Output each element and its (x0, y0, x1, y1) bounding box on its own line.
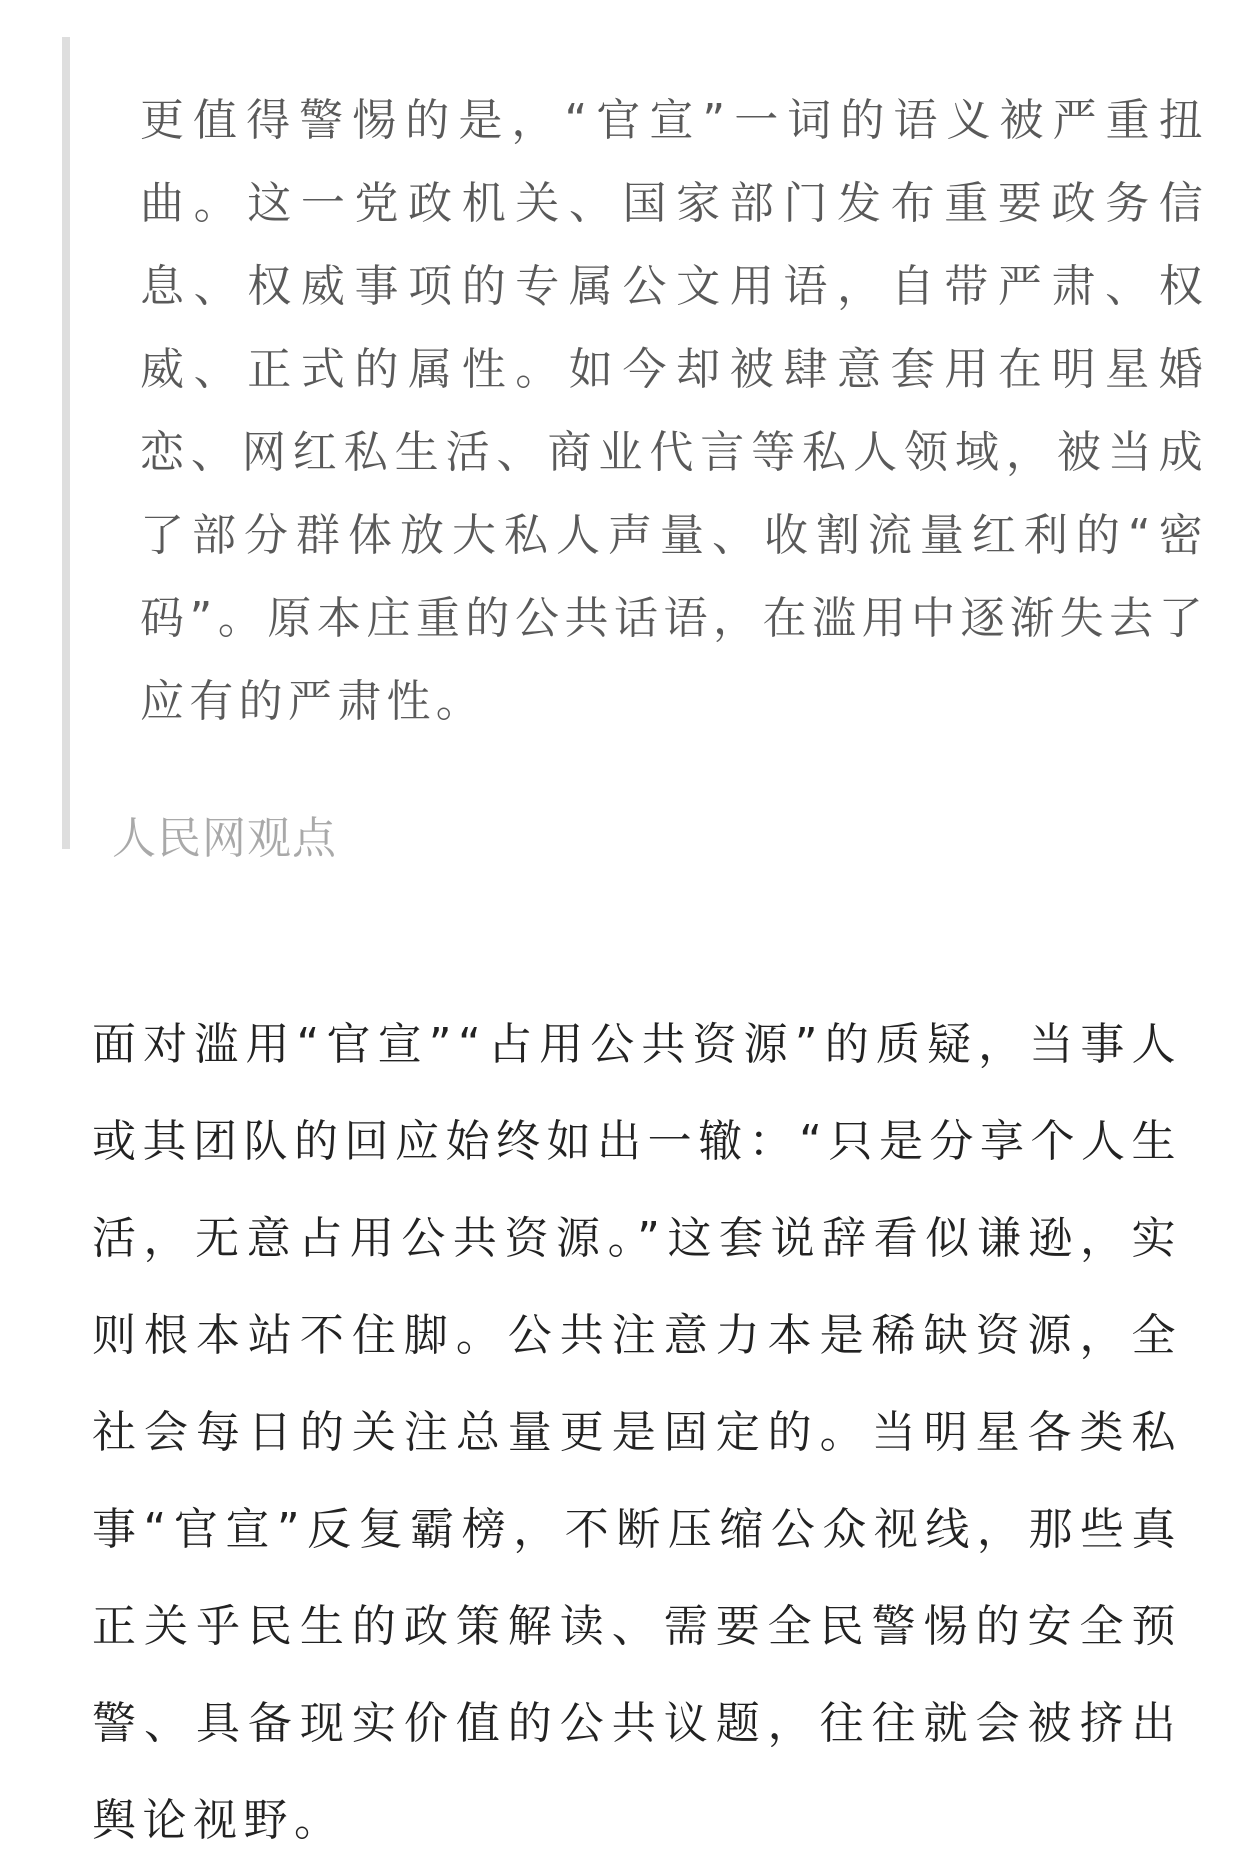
quote-text: 更值得警惕的是，“官宣”一词的语义被严重扭曲。这一党政机关、国家部门发布重要政务信息、权威事项的专属公文用语，自带严肃、权威、正式的属性。如今却被肆意套用在明星婚恋、网红私生活、商业代言等私人领域，被当成了部分群体放大私人声量、收割流量红利的“密码”。原本庄重的公共话语，在滥用中逐渐失去了应有的严肃性。 (140, 95, 1208, 727)
article-paragraph: 面对滥用“官宣”“占用公共资源”的质疑，当事人或其团队的回应始终如出一辙：“只是分享个人生活，无意占用公共资源。”这套说辞看似谦逊，实则根本站不住脚。公共注意力本是稀缺资源，全社会每日的关注总量更是固定的。当明星各类私事“官宣”反复霸榜，不断压缩公众视线，那些真正关乎民生的政策解读、需要全民警惕的安全预警、具备现实价值的公共议题，往往就会被挤出舆论视野。 (92, 1019, 1182, 1846)
blockquote (62, 37, 1208, 864)
quote-source: 人民网观点 (112, 813, 337, 864)
